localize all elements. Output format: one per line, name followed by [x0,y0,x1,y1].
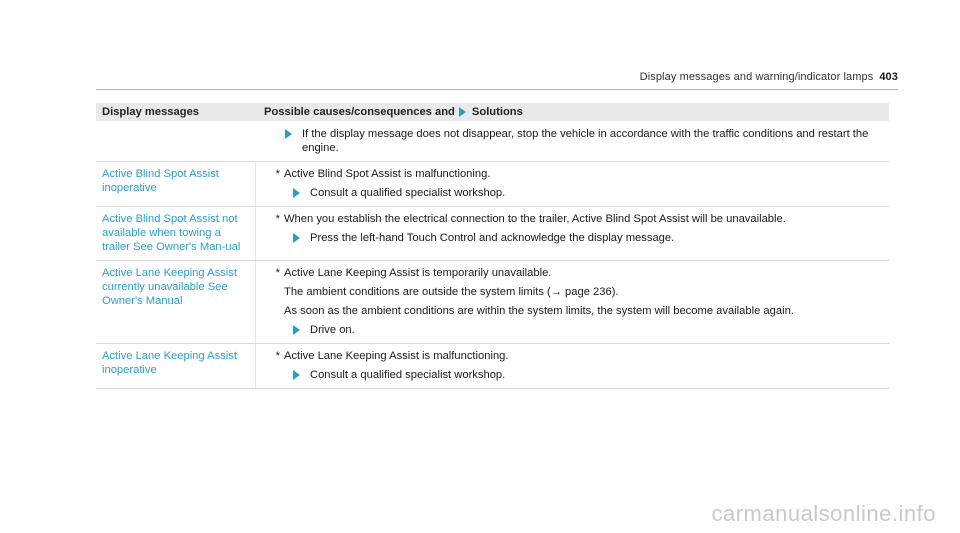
solution-text: Consult a qualified specialist workshop. [310,187,506,199]
cause-text: Active Lane Keeping Assist is malfunctioning. [284,350,509,362]
table-header [96,103,889,121]
display-messages-table [96,103,889,389]
cause-text: When you establish the electrical connection to the trailer, Active Blind Spot Assist will be unavailable. [284,213,786,225]
cause-text: Active Lane Keeping Assist is temporarily unavailable. [284,267,552,279]
cause-line [256,349,883,363]
solution-line [256,186,883,200]
intro-solution-text: If the display message does not disappear, stop the vehicle in accordance with the traffic conditions and restart the engine. [302,128,869,154]
solution-line [256,323,883,337]
cause-text: Active Blind Spot Assist is malfunctioning. [284,168,491,180]
display-message: Active Lane Keeping Assist inoperative [96,344,256,388]
watermark: carmanualsonline.info [711,501,936,526]
intro-solution [96,127,883,155]
table-row [96,344,889,389]
table-row [96,207,889,261]
cause-line [256,266,883,280]
triangle-right-icon [285,129,292,139]
solution-line [256,368,883,382]
detail-line: As soon as the ambient conditions are within the system limits, the system will become available again. [284,305,794,317]
triangle-right-icon [459,107,466,117]
detail-line: The ambient conditions are outside the system limits (→ page 236). [284,286,619,298]
cause-line [256,167,883,181]
triangle-right-icon [293,188,300,198]
display-message: Active Blind Spot Assist not available when towing a trailer See Owner's Man-ual [96,207,256,260]
bullet-star: * [275,213,280,225]
bullet-star: * [275,168,280,180]
triangle-right-icon [293,370,300,380]
header-rule [96,89,898,90]
display-message: Active Blind Spot Assist inoperative [96,162,256,206]
running-header-title: Display messages and warning/indicator lamps [639,71,874,83]
table-row-intro [96,121,889,162]
solution-line [256,231,883,245]
column-header-display-messages: Display messages [102,106,200,118]
display-message: Active Lane Keeping Assist currently unavailable See Owner's Manual [96,261,256,343]
solution-text: Press the left-hand Touch Control and acknowledge the display message. [310,232,675,244]
table-row [96,261,889,344]
column-header-causes-solutions [256,105,889,119]
cause-line [256,212,883,226]
column-header-causes: Possible causes/consequences and [264,106,455,118]
triangle-right-icon [293,233,300,243]
bullet-star: * [275,267,280,279]
bullet-star: * [275,350,280,362]
solution-text: Consult a qualified specialist workshop. [310,369,506,381]
page-number: 403 [879,71,898,83]
running-header [640,71,898,83]
solution-text: Drive on. [310,324,355,336]
column-header-solutions: Solutions [471,106,523,118]
table-row [96,162,889,207]
triangle-right-icon [293,325,300,335]
